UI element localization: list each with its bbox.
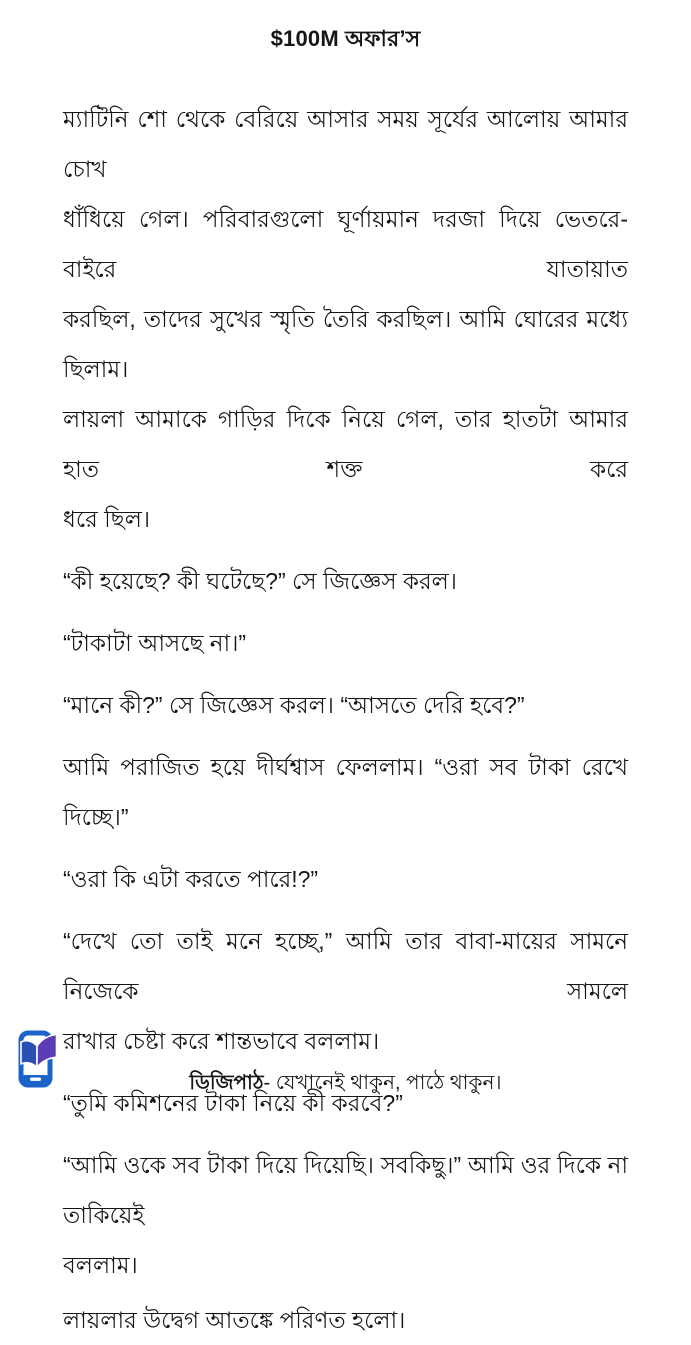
page-title: $100M অফার’স <box>270 25 421 51</box>
footer-tagline: - যেখানেই থাকুন, পাঠে থাকুন। <box>263 1071 502 1094</box>
text-line: ম্যাটিনি শো থেকে বেরিয়ে আসার সময় সূর্যের আলোয় আমার চোখ <box>63 105 628 182</box>
text-line: “মানে কী?” সে জিজ্ঞেস করল। “আসতে দেরি হবে?” <box>63 691 525 718</box>
text-line: আমি পরাজিত হয়ে দীর্ঘশ্বাস ফেললাম। “ওরা সব টাকা রেখে দিচ্ছে।” <box>63 753 628 830</box>
logo-book-right-page <box>37 1034 57 1067</box>
body-text <box>63 94 628 1345</box>
text-line: ধাঁধিয়ে গেল। পরিবারগুলো ঘূর্ণায়মান দরজা দিয়ে ভেতরে-বাইরে যাতায়াত <box>63 205 628 282</box>
text-line: রাখার চেষ্টা করে শান্তভাবে বললাম। <box>63 1027 380 1054</box>
text-line: “তুমি কমিশনের টাকা নিয়ে কী করবে?” <box>63 1089 403 1116</box>
text-line: লায়লার উদ্বেগ আতঙ্কে পরিণত হলো। <box>63 1306 406 1333</box>
footer <box>0 1023 691 1095</box>
text-line: “দেখে তো তাই মনে হচ্ছে,” আমি তার বাবা-মায়ের সামনে নিজেকে সামলে <box>63 927 628 1004</box>
footer-text <box>0 1069 691 1097</box>
text-line: “ওরা কি এটা করতে পারে!?” <box>63 865 319 892</box>
text-line: করছিল, তাদের সুখের স্মৃতি তৈরি করছিল। আমি ঘোরের মধ্যে ছিলাম। <box>63 305 628 382</box>
paragraph <box>63 680 628 730</box>
footer-brand: ডিজিপাঠ <box>189 1071 264 1094</box>
paragraph <box>63 618 628 668</box>
text-line: “টাকাটা আসছে না।” <box>63 629 247 656</box>
text-line: “কী হয়েছে? কী ঘটেছে?” সে জিজ্ঞেস করল। <box>63 567 458 594</box>
logo-book-left-page <box>21 1040 37 1067</box>
paragraph <box>63 1295 628 1345</box>
paragraph <box>63 742 628 842</box>
paragraph <box>63 1140 628 1290</box>
text-line: “আমি ওকে সব টাকা দিয়ে দিয়েছি। সবকিছু।” আমি ওর দিকে না তাকিয়েই <box>63 1151 628 1228</box>
paragraph <box>63 556 628 606</box>
paragraph <box>63 854 628 904</box>
text-line: বললাম। <box>63 1251 138 1278</box>
paragraph <box>63 94 628 544</box>
ebook-page <box>0 15 691 1333</box>
text-line: ধরে ছিল। <box>63 505 151 532</box>
text-line: লায়লা আমাকে গাড়ির দিকে নিয়ে গেল, তার হাতটা আমার হাত শক্ত করে <box>63 405 628 482</box>
